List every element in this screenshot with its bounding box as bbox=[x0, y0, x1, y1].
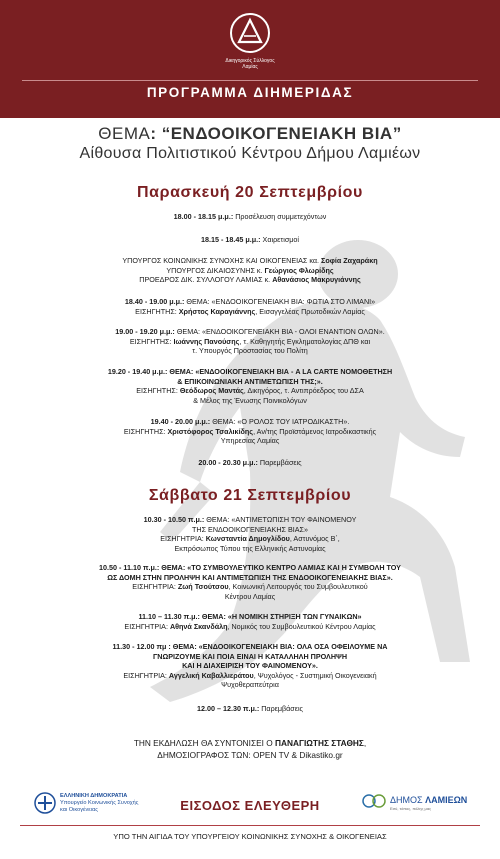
day2-session-4 bbox=[40, 642, 460, 690]
speaker-label: ΕΙΣΗΓΗΤΡΙΑ: bbox=[160, 534, 206, 544]
session-theme: ΘΕΜΑ: «ΕΝΔΟΟΙΚΟΓΕΝΕΙΑΚΗ ΒΙΑ: ΦΩΤΙΑ ΣΤΟ ΛΙΜΑΝΙ» bbox=[184, 297, 376, 306]
session-time: 19.00 - 19.20 μ.μ.: bbox=[115, 327, 175, 336]
session-text: Προσέλευση συμμετεχόντων bbox=[233, 212, 327, 221]
speaker-role-2: Εκπρόσωπος Τύπου της Ελληνικής Αστυνομίας bbox=[174, 543, 326, 553]
session-text: Παρεμβάσεις bbox=[259, 704, 304, 713]
greeting-role: ΥΠΟΥΡΓΟΣ ΚΟΙΝΩΝΙΚΗΣ ΣΥΝΟΧΗΣ ΚΑΙ ΟΙΚΟΓΕΝΕΙΑΣ κα. bbox=[122, 256, 321, 265]
session-theme-2: ΩΣ ΔΟΜΗ ΣΤΗΝ ΠΡΟΛΗΨΗ ΚΑΙ ΑΝΤΙΜΕΤΩΠΙΣΗ ΤΗΣ ΕΝΔΟΟΙΚΟΓΕΝΕΙΑΚΗΣ ΒΙΑΣ». bbox=[107, 572, 393, 582]
moderator-info bbox=[0, 737, 500, 761]
session-time: 20.00 - 20.30 μ.μ.: bbox=[198, 458, 258, 467]
speaker-role: , Ψυχολόγος - Συστημική Οικογενειακή bbox=[253, 670, 377, 680]
header-banner bbox=[0, 0, 500, 118]
greetings-list bbox=[40, 256, 460, 285]
day1-session-4 bbox=[40, 327, 460, 356]
session-theme: ΘΕΜΑ: «ΕΝΔΟΟΙΚΟΓΕΝΕΙΑΚΗ ΒΙΑ - A LA CARTE ΝΟΜΟΘΕΤΗΣΗ bbox=[167, 367, 393, 376]
event-theme bbox=[0, 124, 500, 144]
session-time: 19.40 - 20.00 μ.μ.: bbox=[150, 417, 211, 426]
day2-session-3 bbox=[40, 612, 460, 631]
municipality-emblem-icon bbox=[362, 794, 386, 808]
page-title: ΠΡΟΓΡΑΜΜΑ ΔΙΗΜΕΡΙΔΑΣ bbox=[146, 85, 354, 100]
speaker-label: ΕΙΣΗΓΗΤΗΣ: bbox=[135, 306, 179, 316]
speaker-label: ΕΙΣΗΓΗΤΗΣ: bbox=[136, 386, 180, 396]
speaker-name: Ιωάννης Πανούσης bbox=[173, 336, 240, 346]
speaker-role: , τ. Καθηγητής Εγκληματολογίας ΔΠΘ και bbox=[239, 336, 371, 346]
day2-session-2 bbox=[40, 563, 460, 601]
session-text: Χαιρετισμοί bbox=[260, 235, 299, 244]
session-theme: ΘΕΜΑ: «ΤΟ ΣΥΜΒΟΥΛΕΥΤΙΚΟ ΚΕΝΤΡΟ ΛΑΜΙΑΣ ΚΑΙ Η ΣΥΜΒΟΛΗ ΤΟΥ bbox=[159, 563, 401, 572]
session-theme-2: ΓΝΩΡΙΖΟΥΜΕ ΚΑΙ ΠΟΙΑ ΕΙΝΑΙ Η ΚΑΤΑΛΛΗΛΗ ΠΡΟΛΗΨΗ bbox=[152, 651, 348, 661]
free-entry-label: ΕΙΣΟΔΟΣ ΕΛΕΥΘΕΡΗ bbox=[180, 798, 320, 813]
speaker-role-2: τ. Υπουργός Προστασίας του Πολίτη bbox=[192, 346, 308, 356]
greeting-role: ΠΡΟΕΔΡΟΣ ΔΙΚ. ΣΥΛΛΟΓΟΥ ΛΑΜΙΑΣ κ. bbox=[139, 275, 273, 285]
speaker-name: Χριστόφορος Τσαλικίδης bbox=[167, 426, 254, 436]
day1-session-5 bbox=[40, 367, 460, 405]
municipality-text-1: ΔΗΜΟΣ bbox=[390, 795, 426, 805]
greeting-name: Γεώργιος Φλωρίδης bbox=[264, 265, 334, 275]
speaker-role: , Νομικός του Συμβουλευτικού Κέντρου Λαμίας bbox=[227, 621, 376, 631]
day2-session-interventions bbox=[40, 704, 460, 714]
speaker-role-2: Υπηρεσίας Λαμίας bbox=[220, 436, 280, 446]
ministry-text-2: Υπουργείο Κοινωνικής Συνοχής bbox=[60, 800, 139, 806]
session-theme: ΘΕΜΑ: «ΕΝΔΟΟΙΚΟΓΕΝΕΙΑΚΗ ΒΙΑ: ΟΛΑ ΟΣΑ ΟΦΕΙΛΟΥΜΕ ΝΑ bbox=[170, 642, 388, 651]
speaker-label: ΕΙΣΗΓΗΤΡΙΑ: bbox=[132, 582, 178, 592]
speaker-role-2: & Μέλος της Ένωσης Ποινικολόγων bbox=[193, 395, 307, 405]
speaker-label: ΕΙΣΗΓΗΤΡΙΑ: bbox=[124, 621, 170, 631]
session-time: 11.10 – 11.30 π.μ.: bbox=[138, 612, 200, 621]
event-venue: Αίθουσα Πολιτιστικού Κέντρου Δήμου Λαμιέων bbox=[79, 145, 421, 162]
day2-session-1 bbox=[40, 515, 460, 553]
speaker-name: Αγγελική Καβαλλιεράτου bbox=[168, 670, 254, 680]
greeting-name: Σοφία Ζαχαράκη bbox=[321, 256, 378, 265]
ministry-text-3: και Οικογένειας bbox=[60, 807, 98, 813]
session-time: 12.00 – 12.30 π.μ.: bbox=[196, 704, 260, 713]
session-text: Παρεμβάσεις bbox=[257, 458, 302, 467]
speaker-role: , Αν/της Προϊστάμενος Ιατροδικαστικής bbox=[253, 426, 377, 436]
session-time: 18.00 - 18.15 μ.μ.: bbox=[173, 212, 234, 221]
theme-label: ΘΕΜΑ bbox=[98, 124, 151, 143]
day2-title: Σάββατο 21 Σεπτεμβρίου bbox=[148, 487, 352, 504]
logo-text-line-2: Λαμίας bbox=[242, 64, 258, 70]
speaker-name: Θεόδωρος Μαντάς bbox=[179, 386, 244, 396]
session-theme-3: ΚΑΙ Η ΔΙΑΧΕΙΡΙΣΗ ΤΟΥ ΦΑΙΝΟΜΕΝΟΥ». bbox=[182, 661, 318, 671]
speaker-label: ΕΙΣΗΓΗΤΗΣ: bbox=[129, 336, 174, 346]
session-theme-2: ΤΗΣ ΕΝΔΟΟΙΚΟΓΕΝΕΙΑΚΗΣ ΒΙΑΣ» bbox=[192, 524, 308, 534]
speaker-name: Κωνσταντία Δημογλίδου bbox=[205, 534, 290, 544]
moderator-post: , bbox=[363, 738, 367, 748]
session-theme: ΘΕΜΑ: «Η ΝΟΜΙΚΗ ΣΤΗΡΙΞΗ ΤΩΝ ΓΥΝΑΙΚΩΝ» bbox=[199, 612, 362, 621]
ministry-text-1: ΕΛΛΗΝΙΚΗ ΔΗΜΟΚΡΑΤΙΑ bbox=[60, 793, 128, 799]
speaker-label: ΕΙΣΗΓΗΤΡΙΑ: bbox=[123, 670, 169, 680]
day1-session-arrival bbox=[40, 212, 460, 222]
session-time: 18.40 - 19.00 μ.μ.: bbox=[124, 297, 185, 306]
speaker-name: Ζωή Τσούτσου bbox=[177, 582, 229, 592]
municipality-slogan: Εσύ, τόπος, πόλης μας bbox=[390, 806, 432, 811]
day1-session-greetings bbox=[40, 235, 460, 245]
moderator-name: ΠΑΝΑΓΙΩΤΗΣ ΣΤΑΘΗΣ bbox=[274, 738, 364, 748]
day1-title: Παρασκευή 20 Σεπτεμβρίου bbox=[137, 184, 363, 201]
auspices-text: ΥΠΟ ΤΗΝ ΑΙΓΙΔΑ ΤΟΥ ΥΠΟΥΡΓΕΙΟΥ ΚΟΙΝΩΝΙΚΗΣ ΣΥΝΟΧΗΣ & ΟΙΚΟΓΕΝΕΙΑΣ bbox=[113, 832, 387, 841]
day1-session-interventions bbox=[40, 458, 460, 468]
session-time: 10.50 - 11.10 π.μ.: bbox=[99, 563, 160, 572]
greek-emblem-icon bbox=[34, 792, 56, 814]
speaker-role: , Δικηγόρος, τ. Αντιπρόεδρος του ΔΣΑ bbox=[243, 386, 364, 396]
session-theme-2: & ΕΠΙΚΟΙΝΩΝΙΑΚΗ ΑΝΤΙΜΕΤΩΠΙΣΗ ΤΗΣ;». bbox=[177, 376, 323, 386]
session-time: 11.30 - 12.00 πμ : bbox=[112, 642, 171, 651]
greeting-role: ΥΠΟΥΡΓΟΣ ΔΙΚΑΙΟΣΥΝΗΣ κ. bbox=[166, 265, 265, 275]
header-divider bbox=[22, 80, 478, 81]
speaker-role-2: Ψυχοθεραπεύτρια bbox=[221, 680, 279, 690]
municipality-text-2: ΛΑΜΙΕΩΝ bbox=[425, 795, 468, 805]
session-theme: ΘΕΜΑ: «ΑΝΤΙΜΕΤΩΠΙΣΗ ΤΟΥ ΦΑΙΝΟΜΕΝΟΥ bbox=[204, 515, 357, 524]
moderator-pre: ΤΗΝ ΕΚΔΗΛΩΣΗ ΘΑ ΣΥΝΤΟΝΙΣΕΙ Ο bbox=[133, 738, 275, 748]
speaker-name: Χρήστος Καραγιάννης bbox=[178, 306, 256, 316]
session-time: 19.20 - 19.40 μ.μ.: bbox=[107, 367, 168, 376]
day1-session-6 bbox=[40, 417, 460, 446]
theme-title: : “ΕΝΔΟΟΙΚΟΓΕΝΕΙΑΚΗ ΒΙΑ” bbox=[150, 124, 402, 143]
greeting-name: Αθανάσιος Μακρυγιάννης bbox=[272, 275, 361, 285]
session-theme: ΘΕΜΑ: «ΕΝΔΟΟΙΚΟΓΕΝΕΙΑΚΗ ΒΙΑ - ΟΛΟΙ ΕΝΑΝΤΙΟΝ ΟΛΩΝ». bbox=[174, 327, 385, 336]
speaker-label: ΕΙΣΗΓΗΤΗΣ: bbox=[123, 426, 168, 436]
session-time: 18.15 - 18.45 μ.μ.: bbox=[201, 235, 261, 244]
moderator-affiliation: ΔΗΜΟΣΙΟΓΡΑΦΟΣ ΤΩΝ: OPEN TV & Dikastiko.gr bbox=[157, 750, 343, 760]
speaker-role: , Εισαγγελέας Πρωτοδικών Λαμίας bbox=[255, 306, 365, 316]
speaker-role: , Κοινωνική Λειτουργός του Συμβουλευτικού bbox=[228, 582, 368, 592]
logo-text-line-1: Δικηγορικός Σύλλογος bbox=[225, 58, 275, 64]
session-theme: ΘΕΜΑ: «Ο ΡΟΛΟΣ ΤΟΥ ΙΑΤΡΟΔΙΚΑΣΤΗ». bbox=[210, 417, 350, 426]
session-time: 10.30 - 10.50 π.μ.: bbox=[143, 515, 205, 524]
speaker-role: , Αστυνόμος Β΄, bbox=[289, 534, 340, 544]
speaker-role-2: Κέντρου Λαμίας bbox=[224, 591, 276, 601]
footer-divider bbox=[20, 825, 480, 826]
day1-session-3 bbox=[40, 297, 460, 316]
bar-association-logo-icon bbox=[229, 12, 271, 54]
speaker-name: Αθηνά Σκανδάλη bbox=[169, 621, 228, 631]
